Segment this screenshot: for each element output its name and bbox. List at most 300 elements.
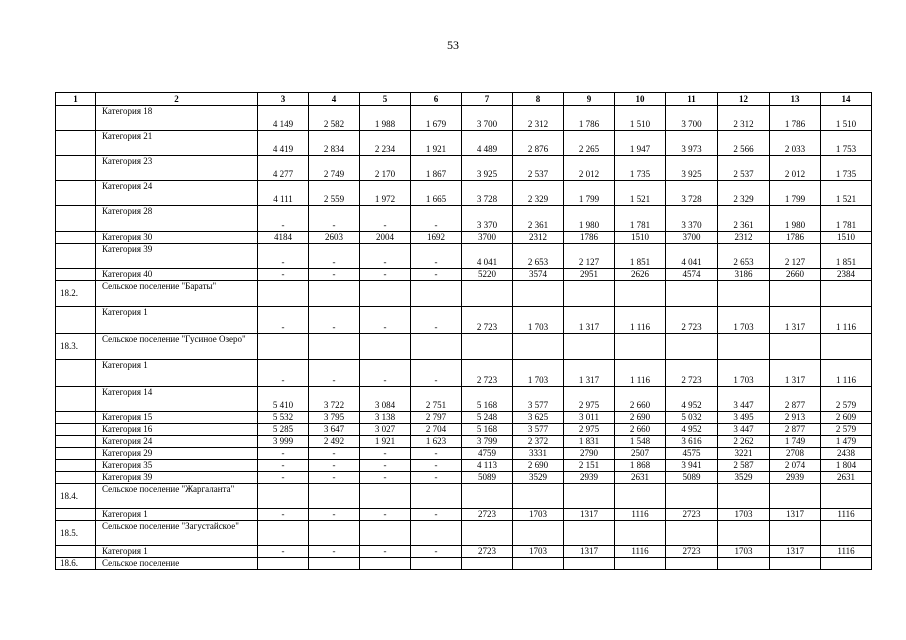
row-name: Сельское поселение [96, 558, 258, 570]
value-cell [462, 484, 513, 509]
table-row [56, 424, 872, 436]
value-cell [821, 558, 872, 570]
value-cell: 1510 [615, 232, 666, 244]
value-cell [666, 334, 718, 360]
value-cell: 1 735 [615, 156, 666, 181]
value-cell: 3 722 [309, 387, 360, 412]
value-cell: 2939 [564, 472, 615, 484]
value-cell [309, 558, 360, 570]
value-cell [360, 281, 411, 307]
value-cell: 1 317 [564, 360, 615, 387]
row-name: Категория 39 [96, 472, 258, 484]
value-cell [411, 281, 462, 307]
value-cell: - [411, 244, 462, 269]
value-cell [411, 334, 462, 360]
value-cell: 3 647 [309, 424, 360, 436]
value-cell [258, 558, 309, 570]
value-cell [770, 521, 821, 546]
value-cell [666, 558, 718, 570]
value-cell: 3700 [666, 232, 718, 244]
value-cell [564, 484, 615, 509]
value-cell: 2 579 [821, 424, 872, 436]
value-cell [258, 334, 309, 360]
header-cell: 2 [96, 93, 258, 106]
value-cell: 2 361 [513, 206, 564, 232]
value-cell [309, 281, 360, 307]
header-cell: 4 [309, 93, 360, 106]
value-cell: 1510 [821, 232, 872, 244]
row-name: Категория 29 [96, 448, 258, 460]
value-cell: 1 980 [770, 206, 821, 232]
value-cell: 2 723 [666, 307, 718, 334]
value-cell: 1 703 [718, 307, 770, 334]
row-name: Категория 24 [96, 436, 258, 448]
value-cell: 2631 [821, 472, 872, 484]
value-cell: 2507 [615, 448, 666, 460]
row-name: Категория 28 [96, 206, 258, 232]
table-row [56, 521, 872, 546]
value-cell [564, 521, 615, 546]
value-cell: 1 786 [564, 106, 615, 131]
value-cell [615, 334, 666, 360]
row-index: 18.5. [56, 521, 96, 546]
value-cell [615, 484, 666, 509]
value-cell: 1 753 [821, 131, 872, 156]
row-index [56, 106, 96, 131]
value-cell: 3529 [718, 472, 770, 484]
value-cell: - [360, 460, 411, 472]
value-cell: 2 537 [718, 156, 770, 181]
value-cell: - [258, 206, 309, 232]
value-cell: 2 579 [821, 387, 872, 412]
value-cell: 2 587 [718, 460, 770, 472]
value-cell: 2 537 [513, 156, 564, 181]
value-cell: 2723 [666, 546, 718, 558]
table-row [56, 334, 872, 360]
value-cell: - [258, 546, 309, 558]
value-cell: 3186 [718, 269, 770, 281]
value-cell: 3 447 [718, 424, 770, 436]
header-cell: 13 [770, 93, 821, 106]
value-cell [821, 334, 872, 360]
table-row [56, 472, 872, 484]
value-cell: 1 116 [615, 360, 666, 387]
value-cell: 2 372 [513, 436, 564, 448]
value-cell: 1 510 [821, 106, 872, 131]
value-cell: 2 797 [411, 412, 462, 424]
value-cell: 2 012 [770, 156, 821, 181]
value-cell: 3 370 [462, 206, 513, 232]
value-cell [564, 558, 615, 570]
value-cell: 2 265 [564, 131, 615, 156]
row-index [56, 181, 96, 206]
value-cell: 3 941 [666, 460, 718, 472]
value-cell: - [309, 307, 360, 334]
value-cell: 3 027 [360, 424, 411, 436]
value-cell: 2438 [821, 448, 872, 460]
value-cell: 5 285 [258, 424, 309, 436]
table-row [56, 131, 872, 156]
value-cell: 4575 [666, 448, 718, 460]
row-name: Категория 16 [96, 424, 258, 436]
value-cell: 1 921 [360, 436, 411, 448]
value-cell: 5 410 [258, 387, 309, 412]
row-name: Категория 1 [96, 509, 258, 521]
row-index [56, 448, 96, 460]
header-cell: 5 [360, 93, 411, 106]
value-cell [615, 521, 666, 546]
value-cell: 4 489 [462, 131, 513, 156]
value-cell: 2 704 [411, 424, 462, 436]
value-cell: 3 700 [462, 106, 513, 131]
row-index [56, 360, 96, 387]
value-cell: 1116 [821, 509, 872, 521]
header-cell: 7 [462, 93, 513, 106]
value-cell: 2 660 [615, 387, 666, 412]
table-row [56, 460, 872, 472]
value-cell: 2 876 [513, 131, 564, 156]
row-index [56, 509, 96, 521]
row-name: Категория 21 [96, 131, 258, 156]
value-cell: 3529 [513, 472, 564, 484]
value-cell: 5 532 [258, 412, 309, 424]
value-cell: 3 925 [462, 156, 513, 181]
value-cell: - [258, 472, 309, 484]
table-row [56, 412, 872, 424]
value-cell: - [360, 509, 411, 521]
value-cell: 1 703 [718, 360, 770, 387]
value-cell: 1 851 [615, 244, 666, 269]
value-cell: 4 113 [462, 460, 513, 472]
value-cell: 2312 [513, 232, 564, 244]
value-cell: - [258, 307, 309, 334]
value-cell: 2723 [462, 546, 513, 558]
value-cell: 4 952 [666, 387, 718, 412]
value-cell [666, 281, 718, 307]
value-cell: 2 975 [564, 387, 615, 412]
row-name: Категория 39 [96, 244, 258, 269]
value-cell: - [360, 448, 411, 460]
value-cell: - [309, 360, 360, 387]
row-name: Категория 18 [96, 106, 258, 131]
value-cell: 5 032 [666, 412, 718, 424]
row-name: Категория 35 [96, 460, 258, 472]
value-cell: 1 703 [513, 307, 564, 334]
table-row [56, 360, 872, 387]
row-name: Категория 24 [96, 181, 258, 206]
value-cell [411, 558, 462, 570]
value-cell: 1 510 [615, 106, 666, 131]
value-cell: 1 116 [615, 307, 666, 334]
value-cell: 3 728 [462, 181, 513, 206]
row-name: Категория 1 [96, 546, 258, 558]
table-row [56, 281, 872, 307]
value-cell: 2312 [718, 232, 770, 244]
value-cell: 4 419 [258, 131, 309, 156]
value-cell [718, 484, 770, 509]
value-cell: 2 877 [770, 387, 821, 412]
row-index [56, 412, 96, 424]
value-cell [770, 558, 821, 570]
value-cell [666, 521, 718, 546]
value-cell: - [411, 448, 462, 460]
value-cell: 4 041 [666, 244, 718, 269]
value-cell: 1703 [718, 509, 770, 521]
value-cell [513, 334, 564, 360]
value-cell: 3 973 [666, 131, 718, 156]
value-cell: 1692 [411, 232, 462, 244]
header-cell: 11 [666, 93, 718, 106]
value-cell [718, 334, 770, 360]
row-name: Категория 40 [96, 269, 258, 281]
row-name: Категория 23 [96, 156, 258, 181]
value-cell [258, 281, 309, 307]
value-cell [513, 558, 564, 570]
value-cell: 1 831 [564, 436, 615, 448]
value-cell: 3 700 [666, 106, 718, 131]
value-cell: 2 012 [564, 156, 615, 181]
value-cell: 1317 [770, 546, 821, 558]
header-cell: 10 [615, 93, 666, 106]
row-index [56, 206, 96, 232]
value-cell: 1 317 [770, 360, 821, 387]
value-cell: 2708 [770, 448, 821, 460]
value-cell: 1 867 [411, 156, 462, 181]
value-cell [513, 521, 564, 546]
value-cell: 2 749 [309, 156, 360, 181]
value-cell [564, 334, 615, 360]
value-cell [411, 484, 462, 509]
value-cell: 3 577 [513, 424, 564, 436]
value-cell [309, 521, 360, 546]
value-cell: 1 521 [615, 181, 666, 206]
value-cell [411, 521, 462, 546]
value-cell: 2 151 [564, 460, 615, 472]
value-cell: - [411, 206, 462, 232]
value-cell: 2790 [564, 448, 615, 460]
value-cell: - [309, 546, 360, 558]
value-cell: 2 127 [770, 244, 821, 269]
value-cell: 2 975 [564, 424, 615, 436]
header-cell: 6 [411, 93, 462, 106]
value-cell: 1 548 [615, 436, 666, 448]
value-cell: - [309, 206, 360, 232]
value-cell: 2 690 [513, 460, 564, 472]
table-row [56, 269, 872, 281]
value-cell: 1 116 [821, 307, 872, 334]
value-cell: 3 447 [718, 387, 770, 412]
value-cell: 2 834 [309, 131, 360, 156]
value-cell: 1 623 [411, 436, 462, 448]
value-cell: 2 751 [411, 387, 462, 412]
value-cell: - [411, 307, 462, 334]
row-name: Сельское поселение "Гусиное Озеро" [96, 334, 258, 360]
value-cell: - [411, 546, 462, 558]
value-cell: 1 851 [821, 244, 872, 269]
value-cell: - [360, 546, 411, 558]
value-cell: - [411, 460, 462, 472]
value-cell: 1317 [770, 509, 821, 521]
value-cell: 4184 [258, 232, 309, 244]
value-cell [462, 558, 513, 570]
header-row [56, 93, 872, 106]
row-name: Категория 30 [96, 232, 258, 244]
value-cell [360, 558, 411, 570]
tariff-table [55, 92, 872, 570]
value-cell: 3 084 [360, 387, 411, 412]
value-cell: 1 921 [411, 131, 462, 156]
value-cell [462, 521, 513, 546]
header-cell: 14 [821, 93, 872, 106]
value-cell [718, 521, 770, 546]
value-cell: - [309, 269, 360, 281]
row-index [56, 156, 96, 181]
value-cell: 1 980 [564, 206, 615, 232]
value-cell: 2723 [666, 509, 718, 521]
value-cell: 3 728 [666, 181, 718, 206]
value-cell: 2 074 [770, 460, 821, 472]
value-cell: 3 925 [666, 156, 718, 181]
row-name: Сельское поселение "Загустайское" [96, 521, 258, 546]
value-cell: 1 799 [564, 181, 615, 206]
table-row [56, 509, 872, 521]
value-cell: 1 786 [770, 106, 821, 131]
value-cell [770, 484, 821, 509]
table-row [56, 436, 872, 448]
value-cell: 2951 [564, 269, 615, 281]
value-cell: 3 795 [309, 412, 360, 424]
value-cell: 4574 [666, 269, 718, 281]
row-index [56, 232, 96, 244]
value-cell: 4 149 [258, 106, 309, 131]
row-index [56, 131, 96, 156]
value-cell [360, 484, 411, 509]
value-cell: 1 116 [821, 360, 872, 387]
value-cell: 2004 [360, 232, 411, 244]
value-cell: 2 723 [666, 360, 718, 387]
value-cell: - [309, 244, 360, 269]
value-cell: 2 566 [718, 131, 770, 156]
value-cell [821, 521, 872, 546]
value-cell: 1 665 [411, 181, 462, 206]
value-cell: 1 799 [770, 181, 821, 206]
row-index: 18.3. [56, 334, 96, 360]
value-cell: - [309, 460, 360, 472]
value-cell [360, 521, 411, 546]
value-cell: - [309, 509, 360, 521]
value-cell: 1 479 [821, 436, 872, 448]
value-cell: 1116 [615, 546, 666, 558]
value-cell [821, 281, 872, 307]
value-cell: - [411, 472, 462, 484]
row-index [56, 307, 96, 334]
value-cell [513, 484, 564, 509]
value-cell: - [360, 472, 411, 484]
value-cell: 1 781 [821, 206, 872, 232]
value-cell: 3574 [513, 269, 564, 281]
value-cell: 2 653 [513, 244, 564, 269]
value-cell: 2 329 [718, 181, 770, 206]
row-index [56, 387, 96, 412]
value-cell: 2 723 [462, 307, 513, 334]
value-cell: 5220 [462, 269, 513, 281]
row-name: Сельское поселение "Жаргаланта" [96, 484, 258, 509]
value-cell [360, 334, 411, 360]
value-cell: - [309, 472, 360, 484]
value-cell: 3 011 [564, 412, 615, 424]
value-cell: - [411, 269, 462, 281]
value-cell [718, 281, 770, 307]
value-cell: 1 972 [360, 181, 411, 206]
value-cell: 3 138 [360, 412, 411, 424]
row-index [56, 424, 96, 436]
value-cell: 3 799 [462, 436, 513, 448]
value-cell: 1 749 [770, 436, 821, 448]
value-cell [258, 484, 309, 509]
row-name: Категория 1 [96, 307, 258, 334]
value-cell: 1 317 [770, 307, 821, 334]
value-cell: - [360, 307, 411, 334]
value-cell: 2631 [615, 472, 666, 484]
value-cell: 2660 [770, 269, 821, 281]
value-cell: - [258, 360, 309, 387]
value-cell: 2 262 [718, 436, 770, 448]
value-cell: - [411, 360, 462, 387]
value-cell: 1116 [821, 546, 872, 558]
value-cell: 1 804 [821, 460, 872, 472]
value-cell: 1 947 [615, 131, 666, 156]
value-cell [309, 334, 360, 360]
value-cell: 4 952 [666, 424, 718, 436]
value-cell: - [360, 269, 411, 281]
value-cell: 1 781 [615, 206, 666, 232]
value-cell: 3 616 [666, 436, 718, 448]
value-cell: 2 329 [513, 181, 564, 206]
table-row [56, 156, 872, 181]
page-number: 53 [447, 38, 459, 52]
value-cell: 2 582 [309, 106, 360, 131]
value-cell: 4759 [462, 448, 513, 460]
value-cell: 2 877 [770, 424, 821, 436]
value-cell: 2 312 [513, 106, 564, 131]
value-cell [615, 558, 666, 570]
value-cell: 2 127 [564, 244, 615, 269]
value-cell: 3331 [513, 448, 564, 460]
value-cell: 2 723 [462, 360, 513, 387]
table-row [56, 387, 872, 412]
value-cell: 2 492 [309, 436, 360, 448]
header-cell: 1 [56, 93, 96, 106]
table-row [56, 232, 872, 244]
value-cell: 1 868 [615, 460, 666, 472]
value-cell: 4 041 [462, 244, 513, 269]
row-name: Категория 15 [96, 412, 258, 424]
value-cell: 1317 [564, 509, 615, 521]
row-index [56, 244, 96, 269]
value-cell: 2 653 [718, 244, 770, 269]
value-cell [564, 281, 615, 307]
value-cell [770, 281, 821, 307]
value-cell: 2 033 [770, 131, 821, 156]
value-cell: - [258, 509, 309, 521]
value-cell: 1 735 [821, 156, 872, 181]
value-cell: 2603 [309, 232, 360, 244]
value-cell [258, 521, 309, 546]
value-cell: 1 988 [360, 106, 411, 131]
value-cell: - [309, 448, 360, 460]
value-cell: 3221 [718, 448, 770, 460]
value-cell: - [258, 244, 309, 269]
